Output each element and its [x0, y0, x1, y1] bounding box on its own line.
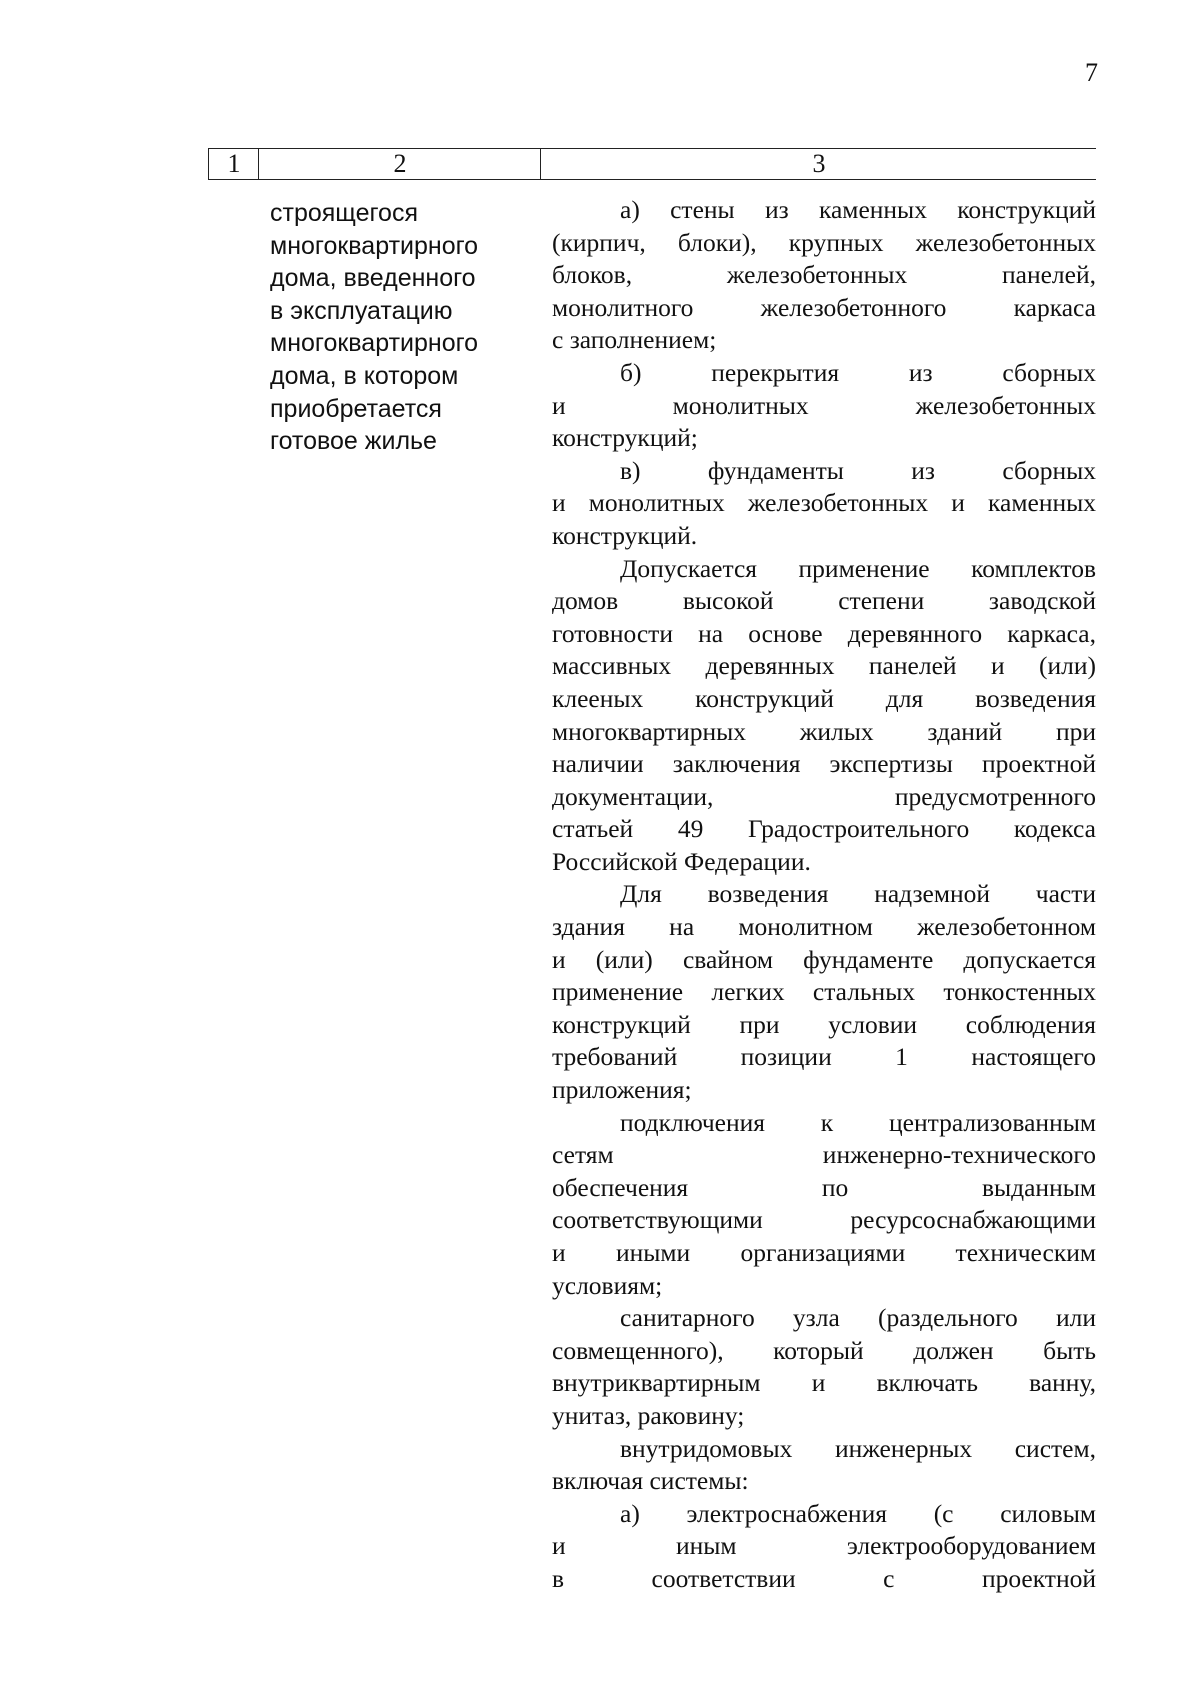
col3-paragraph: [552, 1107, 1096, 1303]
col3-text-line: здания на монолитном железобетонном: [552, 912, 1096, 942]
table-top-rule: [208, 148, 1096, 149]
col3-text-line: и монолитных железобетонных: [552, 390, 1096, 420]
col3-text-line: совмещенного), который должен быть: [552, 1335, 1096, 1365]
col3-text-line: Для возведения надземной части: [620, 879, 1096, 909]
col2-text-line: дома, введенного: [270, 264, 476, 293]
col2-text-line: дома, в котором: [270, 361, 459, 390]
col3-text-line: внутриквартирным и включать ванну,: [552, 1368, 1096, 1398]
col3-text-line: применение легких стальных тонкостенных: [552, 977, 1096, 1007]
col3-paragraph: [552, 1498, 1096, 1596]
col3-text-line: и монолитных железобетонных и каменных: [552, 488, 1096, 518]
col3-text-line: внутридомовых инженерных систем,: [620, 1433, 1096, 1463]
col3-text-line: сетям инженерно-технического: [552, 1140, 1096, 1170]
col3-text-line: соответствующими ресурсоснабжающими: [552, 1205, 1096, 1235]
col3-text-line: и иным электрооборудованием: [552, 1531, 1096, 1561]
col3-paragraph: [552, 1433, 1096, 1498]
col3-text-line: статьей 49 Градостроительного кодекса: [552, 814, 1096, 844]
col3-text-line: клееных конструкций для возведения: [552, 683, 1096, 713]
col3-text-line: Российской Федерации.: [552, 846, 811, 876]
col3-text-line: документации, предусмотренного: [552, 781, 1096, 811]
col3-text-line: подключения к централизованным: [620, 1107, 1096, 1137]
col3-text-line: с заполнением;: [552, 325, 717, 355]
col3-paragraph: [552, 878, 1096, 1106]
col3-text-line: готовности на основе деревянного каркаса,: [552, 618, 1096, 648]
col3-text-line: требований позиции 1 настоящего: [552, 1042, 1096, 1072]
table-column-divider-1: [258, 148, 259, 179]
col3-text-line: обеспечения по выданным: [552, 1172, 1096, 1202]
col3-paragraph: [552, 553, 1096, 879]
col2-text-line: многоквартирного: [270, 231, 479, 260]
col3-paragraph: [552, 194, 1096, 357]
col3-text-line: и (или) свайном фундаменте допускается: [552, 944, 1096, 974]
page-number: 7: [1085, 58, 1098, 87]
col2-text-line: строящегося: [270, 199, 418, 227]
col3-text-line: Допускается применение комплектов: [620, 553, 1096, 583]
table-border-left: [208, 148, 209, 179]
col3-text-line: конструкций.: [552, 520, 698, 550]
col3-paragraph: [552, 1302, 1096, 1432]
table-cell-col-3: [552, 194, 1096, 1596]
table-header-col-3: 3: [812, 149, 826, 178]
col3-text-line: и иными организациями техническим: [552, 1238, 1096, 1267]
table-header-col-1: 1: [227, 149, 241, 178]
col3-text-line: в) фундаменты из сборных: [620, 455, 1096, 485]
col3-text-line: условиям;: [552, 1270, 663, 1300]
col3-text-line: массивных деревянных панелей и (или): [552, 651, 1096, 681]
col2-text-line: в эксплуатацию: [270, 296, 453, 325]
col3-text-line: приложения;: [552, 1075, 692, 1105]
table-header-bottom-rule: [208, 179, 1096, 180]
col3-text-line: санитарного узла (раздельного или: [620, 1303, 1096, 1333]
col3-text-line: домов высокой степени заводской: [552, 586, 1096, 616]
col3-text-line: монолитного железобетонного каркаса: [552, 292, 1096, 322]
col3-text-line: конструкций;: [552, 423, 698, 453]
col3-text-line: б) перекрытия из сборных: [620, 357, 1096, 387]
table-header-col-2: 2: [393, 149, 407, 178]
table-column-divider-2: [540, 148, 541, 179]
col3-paragraph: [552, 455, 1096, 553]
col3-text-line: (кирпич, блоки), крупных железобетонных: [552, 227, 1096, 257]
col3-text-line: в соответствии с проектной: [552, 1563, 1096, 1593]
col2-text-line: многоквартирного: [270, 329, 479, 358]
col2-text-line: приобретается: [270, 394, 442, 423]
col3-paragraph: [552, 357, 1096, 455]
col3-text-line: блоков, железобетонных панелей,: [552, 260, 1096, 290]
col3-text-line: конструкций при условии соблюдения: [552, 1009, 1096, 1039]
col3-text-line: а) электроснабжения (с силовым: [620, 1498, 1096, 1528]
col3-text-line: унитаз, раковину;: [552, 1400, 745, 1430]
col3-text-line: включая системы:: [552, 1466, 749, 1496]
col3-text-line: наличии заключения экспертизы проектной: [552, 749, 1096, 779]
col3-text-line: а) стены из каменных конструкций: [620, 195, 1096, 224]
col3-text-line: многоквартирных жилых зданий при: [552, 716, 1096, 746]
col2-text-line: готовое жилье: [270, 427, 437, 456]
table-cell-col-2: [270, 197, 540, 458]
